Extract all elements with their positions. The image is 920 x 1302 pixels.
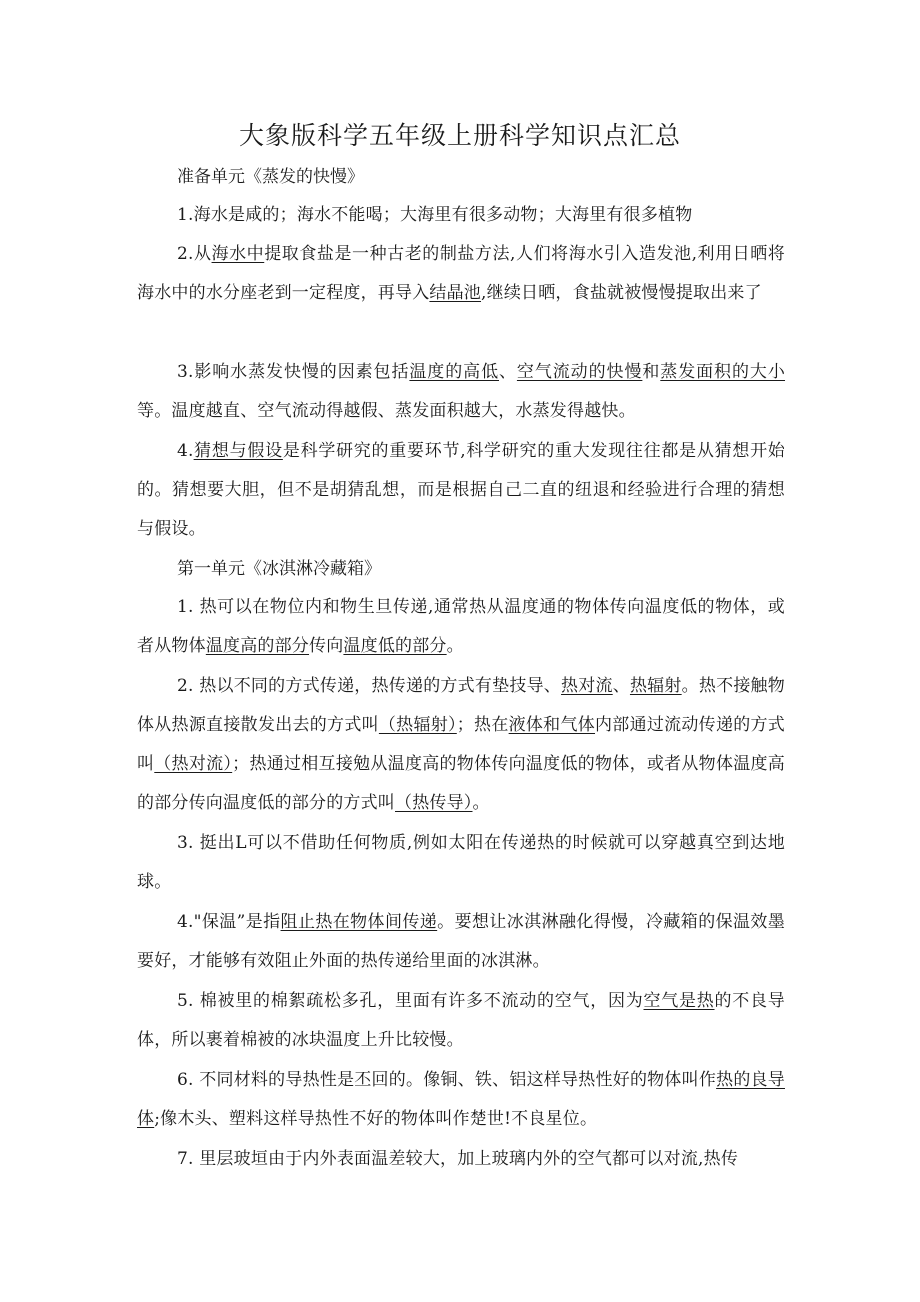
- unit-one-paragraph-6: 6. 不同材料的导热性是丕回的。像铜、铁、铝这样导热性好的物体叫作热的良导体;像木头、塑料这样导热性不好的物体叫作楚世!不良星位。: [137, 1070, 785, 1129]
- unit-one-paragraph-4: 4."保温”是指阻止热在物体间传递。要想让冰淇淋融化得慢，冷藏箱的保温效墨要好，才能够有效阻止外面的热传递给里面的冰淇淋。: [137, 912, 785, 971]
- prep-paragraph-3: 3.影响水蒸发快慢的因素包括温度的高低、空气流动的快慢和蒸发面积的大小等。温度越直、空气流动得越假、蒸发面积越大，水蒸发得越快。: [137, 362, 786, 421]
- unit-prep-heading: 准备单元《蒸发的快慢》: [177, 167, 364, 187]
- unit-one-paragraph-2: 2. 热以不同的方式传递，热传递的方式有垫技导、热对流、热辐射。热不接触物体从热源直接散发出去的方式叫（热辐射）；热在液体和气体内部通过流动传递的方式叫（热对流）；热通过相互接勉从温度高的物体传向温度低的物体，或者从物体温度高的部分传向温度低的部分的方式叫（热传导）。: [137, 676, 785, 813]
- prep-paragraph-1: 1.海水是咸的；海水不能喝；大海里有很多动物；大海里有很多植物: [177, 205, 693, 225]
- unit-one-paragraph-7: 7. 里层玻垣由于内外表面温差较大，加上玻璃内外的空气都可以对流,热传: [177, 1149, 739, 1169]
- unit-one-paragraph-5: 5. 棉被里的棉絮疏松多孔，里面有许多不流动的空气，因为空气是热的不良导体，所以裹着棉被的冰块温度上升比较慢。: [137, 991, 785, 1050]
- unit-one-paragraph-1: 1. 热可以在物位内和物生旦传递,通常热从温度通的物体传向温度低的物体，或者从物体温度高的部分传向温度低的部分。: [137, 597, 785, 656]
- unit-one-heading: 第一单元《冰淇淋冷藏箱》: [177, 559, 381, 579]
- prep-paragraph-4: 4.猜想与假设是科学研究的重要环节,科学研究的重大发现往往都是从猜想开始的。猜想要大胆，但不是胡猜乱想，而是根据自己二直的纽退和经验进行合理的猜想与假设。: [137, 441, 786, 539]
- prep-paragraph-2: 2.从海水中提取食盐是一种古老的制盐方法,人们将海水引入造发池,利用日晒将海水中的水分座老到一定程度，再导入结晶池,继续日晒，食盐就被慢慢提取出来了: [137, 244, 785, 303]
- unit-one-paragraph-3: 3. 挺出L可以不借助任何物质,例如太阳在传递热的时候就可以穿越真空到达地球。: [137, 833, 785, 892]
- document-title: 大象版科学五年级上册科学知识点汇总: [238, 121, 681, 150]
